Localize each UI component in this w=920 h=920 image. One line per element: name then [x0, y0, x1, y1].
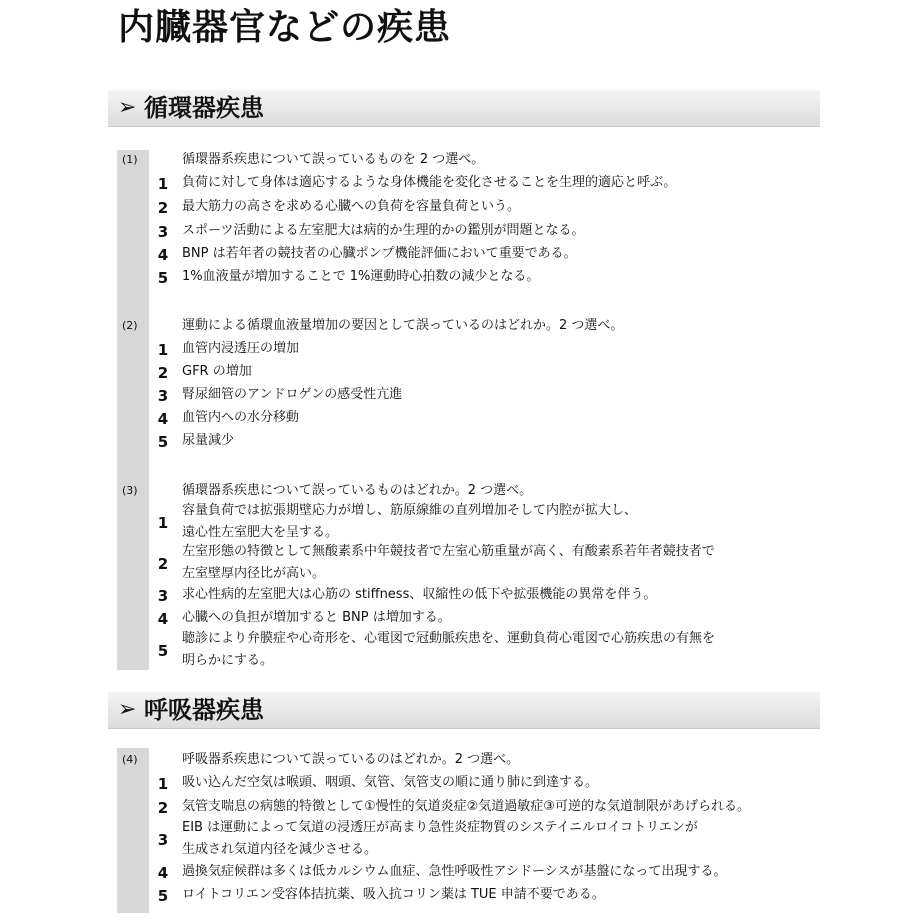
option-number: 3	[157, 387, 169, 405]
option-number: 4	[157, 410, 169, 428]
option-text: 最大筋力の高さを求める心臓への負荷を容量負荷という。	[182, 199, 521, 214]
option-number: 1	[157, 341, 169, 359]
question-text: 循環器系疾患について誤っているものはどれか。2 つ選べ。	[182, 483, 533, 498]
option-number: 2	[157, 555, 169, 573]
question-text: 呼吸器系疾患について誤っているのはどれか。2 つ選べ。	[182, 752, 520, 767]
question-text: 運動による循環血液量増加の要因として誤っているのはどれか。2 つ選べ。	[182, 318, 624, 333]
arrow-right-icon: ➢	[118, 697, 137, 722]
option-number: 2	[157, 364, 169, 382]
option-text: GFR の増加	[182, 364, 252, 379]
option-text: 気管支喘息の病態的特徴として①慢性的気道炎症②気道過敏症③可逆的な気道制限があげられる。	[182, 799, 750, 814]
option-number: 4	[157, 864, 169, 882]
option-number: 2	[157, 799, 169, 817]
option-text: スポーツ活動による左室肥大は病的か生理的かの鑑別が問題となる。	[182, 223, 585, 238]
option-number: 4	[157, 246, 169, 264]
question-number: (2)	[122, 319, 138, 332]
option-text: 負荷に対して身体は適応するような身体機能を変化させることを生理的適応と呼ぶ。	[182, 175, 677, 190]
option-text: 心臓への負担が増加すると BNP は増加する。	[182, 610, 451, 625]
question-number: (1)	[122, 153, 138, 166]
option-text: 血管内への水分移動	[182, 410, 300, 425]
option-text-line2: 遠心性左室肥大を呈する。	[182, 525, 339, 540]
option-number: 3	[157, 587, 169, 605]
option-number: 5	[157, 642, 169, 660]
option-number: 4	[157, 610, 169, 628]
option-number: 5	[157, 433, 169, 451]
question-number: (3)	[122, 484, 138, 497]
option-text: 求心性病的左室肥大は心筋の stiffness、収縮性の低下や拡張機能の異常を伴う。	[182, 587, 657, 602]
option-text: 1%血液量が増加することで 1%運動時心拍数の減少となる。	[182, 269, 540, 284]
option-number: 1	[157, 775, 169, 793]
option-text: 吸い込んだ空気は喉頭、咽頭、気管、気管支の順に通り肺に到達する。	[182, 775, 599, 790]
option-text: 血管内浸透圧の増加	[182, 341, 300, 356]
option-number: 3	[157, 223, 169, 241]
option-text-line2: 生成され気道内径を減少させる。	[182, 842, 378, 857]
option-text-line1: 容量負荷では拡張期壁応力が増し、筋原線維の直列増加そして内腔が拡大し、	[182, 503, 638, 518]
option-text-line2: 明らかにする。	[182, 653, 274, 668]
option-text-line1: 聴診により弁膜症や心奇形を、心電図で冠動脈疾患を、運動負荷心電図で心筋疾患の有無を	[182, 631, 716, 646]
option-number: 1	[157, 514, 169, 532]
option-text: 腎尿細管のアンドロゲンの感受性亢進	[182, 387, 403, 402]
option-number: 5	[157, 269, 169, 287]
question-sidebar	[117, 748, 149, 913]
question-sidebar	[117, 150, 149, 670]
section-title: 呼吸器疾患	[144, 696, 264, 724]
section-title: 循環器疾患	[144, 94, 264, 122]
arrow-right-icon: ➢	[118, 95, 137, 120]
question-number: (4)	[122, 753, 138, 766]
option-text: 尿量減少	[182, 433, 235, 448]
option-text: 過換気症候群は多くは低カルシウム血症、急性呼吸性アシドーシスが基盤になって出現する。	[182, 864, 727, 879]
option-number: 3	[157, 831, 169, 849]
option-text-line1: 左室形態の特徴として無酸素系中年競技者で左室心筋重量が高く、有酸素系若年者競技者で	[182, 544, 715, 559]
option-number: 5	[157, 887, 169, 905]
page-title: 内臓器官などの疾患	[118, 7, 452, 48]
option-text: BNP は若年者の競技者の心臓ポンプ機能評価において重要である。	[182, 246, 577, 261]
option-number: 2	[157, 199, 169, 217]
option-text-line1: EIB は運動によって気道の浸透圧が高まり急性炎症物質のシステイニルロイコトリエンが	[182, 820, 698, 835]
section-header-respiratory	[108, 692, 820, 729]
question-text: 循環器系疾患について誤っているものを 2 つ選べ。	[182, 152, 485, 167]
option-text: ロイトコリエン受容体拮抗薬、吸入抗コリン薬は TUE 申請不要である。	[182, 887, 605, 902]
section-header-circulatory	[108, 90, 820, 127]
option-number: 1	[157, 175, 169, 193]
option-text-line2: 左室壁厚内径比が高い。	[182, 566, 326, 581]
